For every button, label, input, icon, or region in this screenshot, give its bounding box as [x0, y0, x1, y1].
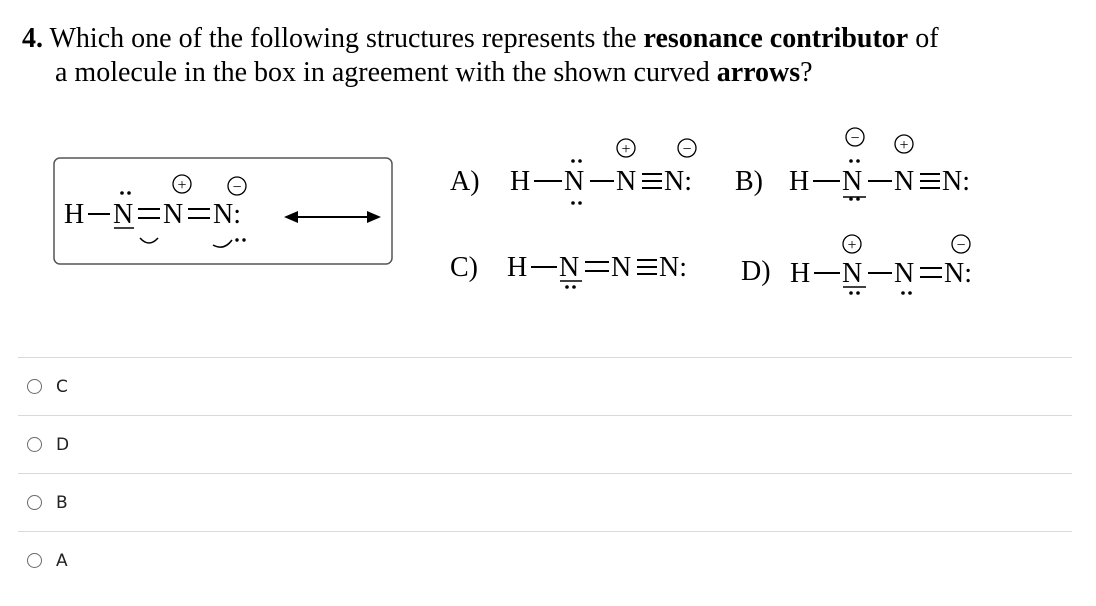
choice-label: A	[56, 550, 68, 571]
radio-button-icon[interactable]	[27, 379, 42, 394]
lone-pair-dot	[565, 285, 569, 289]
lone-pair-dot	[235, 238, 238, 241]
structure-a-atom-n1: N	[564, 166, 585, 197]
question-text-part-4: ?	[800, 57, 813, 88]
structure-c-atom-h: H	[507, 252, 528, 283]
question-line-2	[22, 56, 1082, 90]
lone-pair-dot	[578, 201, 582, 205]
question-bold-resonance: resonance contributor	[643, 23, 909, 54]
question-text-part-2: of	[915, 23, 939, 54]
resonance-arrow-right-head-icon	[367, 211, 381, 223]
question-number: 4.	[22, 23, 43, 54]
structure-c-label: C)	[450, 252, 478, 283]
box-atom-n3: N:	[213, 199, 241, 230]
resonance-figure	[0, 110, 1096, 340]
lone-pair-dot	[571, 159, 575, 163]
minus-charge-sign: −	[682, 141, 692, 158]
plus-charge-sign: +	[621, 141, 631, 158]
choice-label: C	[56, 376, 68, 397]
structure-b-label: B)	[735, 166, 763, 197]
structure-c-atom-n2: N	[611, 252, 632, 283]
structure-a-label: A)	[450, 166, 480, 197]
box-molecule	[64, 175, 381, 247]
structure-b	[735, 128, 970, 201]
structure-a	[450, 139, 696, 205]
resonance-arrow-left-head-icon	[284, 211, 298, 223]
structure-b-atom-n1: N	[842, 166, 863, 197]
minus-charge-sign: −	[232, 179, 242, 196]
plus-charge-sign: +	[847, 237, 857, 254]
lone-pair-dot	[578, 159, 582, 163]
lone-pair-dot	[856, 159, 860, 163]
choice-label: B	[56, 492, 68, 513]
box-atom-n1: N	[113, 199, 134, 230]
lone-pair-dot	[127, 191, 131, 195]
question-text	[22, 22, 1082, 90]
radio-button-icon[interactable]	[27, 437, 42, 452]
structure-a-atom-n2: N	[616, 166, 637, 197]
question-text-part-3: a molecule in the box in agreement with the shown curved	[55, 57, 710, 88]
structure-a-atom-h: H	[510, 166, 531, 197]
choice-option-d[interactable]	[18, 415, 1072, 473]
structure-a-atom-n3: N:	[664, 166, 692, 197]
lone-pair-dot	[571, 201, 575, 205]
choice-label: D	[56, 434, 70, 455]
structure-d-label: D)	[741, 256, 771, 287]
curved-arrow-icon	[140, 238, 158, 243]
lone-pair-dot	[849, 159, 853, 163]
structure-b-atom-n2: N	[894, 166, 915, 197]
minus-charge-sign: −	[850, 130, 860, 147]
structure-b-atom-h: H	[789, 166, 810, 197]
minus-charge-sign: −	[956, 237, 966, 254]
lone-pair-dot	[849, 291, 853, 295]
box-atom-h: H	[64, 199, 85, 230]
lone-pair-dot	[572, 285, 576, 289]
radio-button-icon[interactable]	[27, 553, 42, 568]
structure-c-atom-n3: N:	[659, 252, 687, 283]
plus-charge-sign: +	[899, 137, 909, 154]
box-atom-n2: N	[163, 199, 184, 230]
structure-c-atom-n1: N	[559, 252, 580, 283]
lone-pair-dot	[908, 291, 912, 295]
lone-pair-dot	[242, 238, 245, 241]
question-text-part-1: Which one of the following structures represents the	[49, 23, 637, 54]
choice-option-b[interactable]	[18, 473, 1072, 531]
structure-d-atom-n3: N:	[944, 258, 972, 289]
structure-d	[741, 235, 972, 295]
lone-pair-dot	[856, 291, 860, 295]
choice-option-c[interactable]	[18, 357, 1072, 415]
question-bold-arrows: arrows	[716, 57, 801, 88]
lone-pair-dot	[120, 191, 124, 195]
structure-d-atom-n1: N	[842, 258, 863, 289]
structure-d-atom-n2: N	[894, 258, 915, 289]
plus-charge-sign: +	[177, 177, 187, 194]
curved-arrow-icon	[213, 240, 232, 247]
radio-button-icon[interactable]	[27, 495, 42, 510]
lone-pair-dot	[901, 291, 905, 295]
structure-d-atom-h: H	[790, 258, 811, 289]
structure-c	[450, 252, 687, 289]
choice-option-a[interactable]	[18, 531, 1072, 589]
structure-b-atom-n3: N:	[942, 166, 970, 197]
